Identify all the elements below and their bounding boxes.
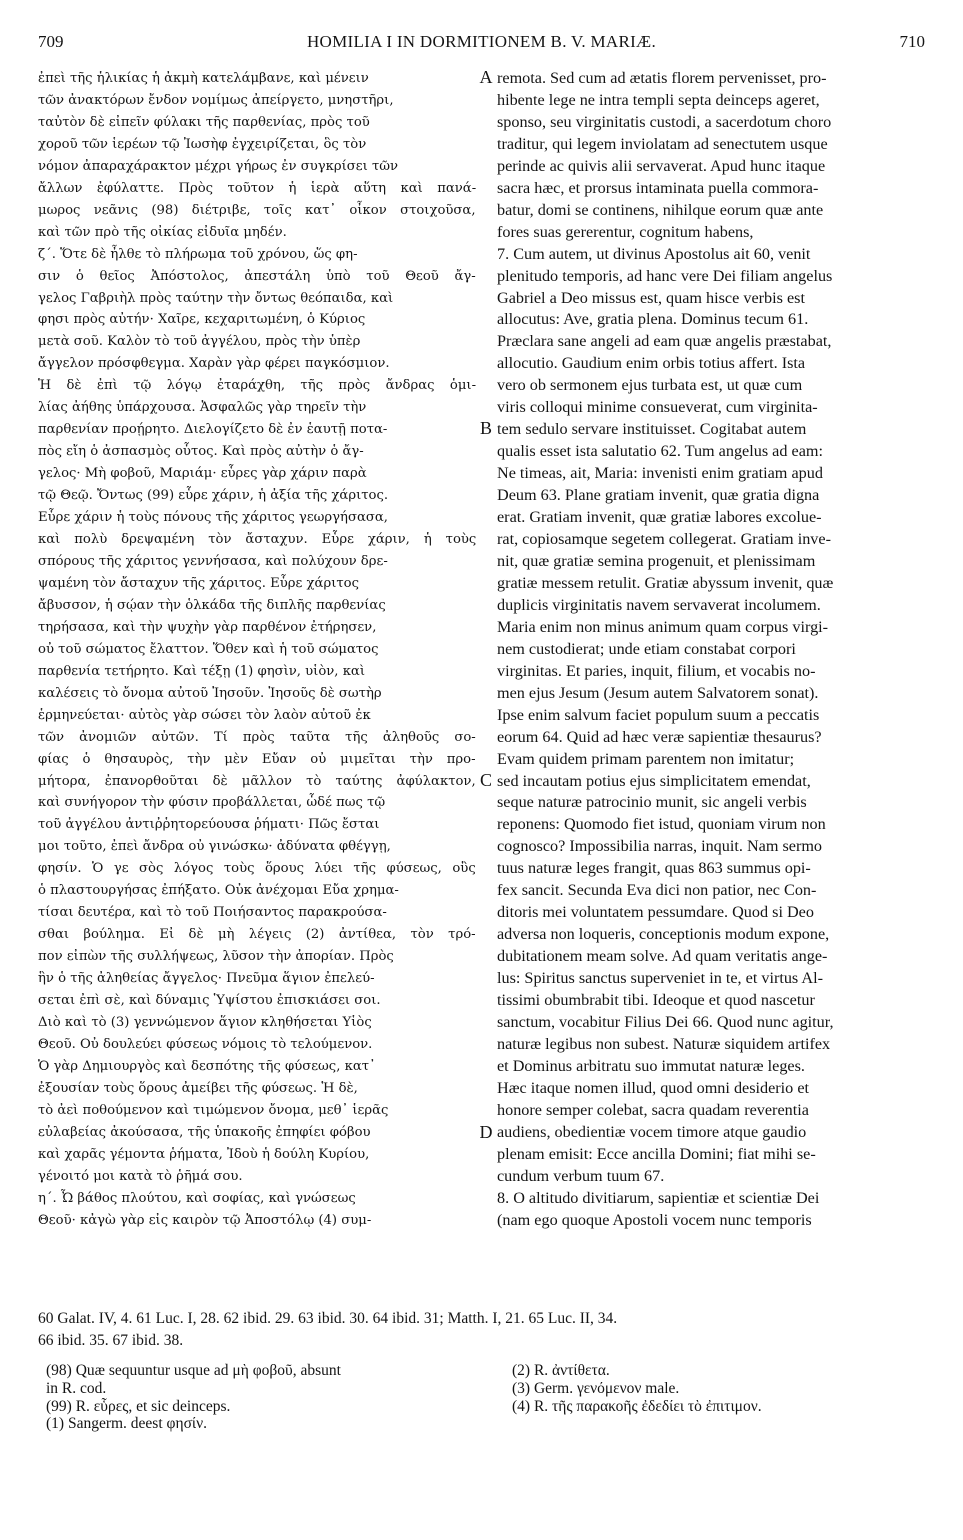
- latin-text-line: erat. Gratiam invenit, quæ gratiæ labores excolue-: [497, 508, 822, 527]
- greek-text-line: τῶν ἀνακτόρων ἔνδον νομίμως ἀπείργετο, μνηστῆρι,: [38, 92, 394, 108]
- greek-text-line: τῶν ἀνομιῶν αὐτῶν. Τί πρὸς ταῦτα τῆς ἀληθοῦς σο-: [38, 729, 476, 745]
- latin-text-line: tissimi obumbrabit tibi. Ideoque et quod nascetur: [497, 991, 815, 1010]
- margin-marker-b: B: [479, 418, 492, 438]
- latin-text-line: eorum 64. Quid ad hæc veræ sapientiæ thesaurus?: [497, 727, 822, 746]
- latin-text-line: seque naturæ patrocinio munit, sic angeli verbis: [497, 793, 807, 812]
- greek-text-line: καλέσεις τὸ ὄνομα αὐτοῦ Ἰησοῦν. Ἰησοῦς δὲ σωτὴρ: [38, 685, 382, 701]
- latin-text-line: plenitudo temporis, ad hanc vere Dei filiam angelus: [497, 266, 833, 285]
- latin-text-line: qualis esset ista salutatio 62. Tum angelus ad eam:: [497, 442, 823, 461]
- latin-text-line: tuus naturæ leges frangit, quas 863 summus opi-: [497, 859, 811, 878]
- greek-text-line: σιν ὁ θεῖος Ἀπόστολος, ἀπεστάλη ὑπὸ τοῦ Θεοῦ ἄγ-: [38, 268, 476, 284]
- latin-text-line: 8. O altitudo divitiarum, sapientiæ et scientiæ Dei: [497, 1188, 820, 1207]
- latin-text-line: et Dominus arbitratu suo immutat naturæ leges.: [497, 1056, 805, 1075]
- margin-marker-a: A: [479, 67, 493, 87]
- greek-text-line: σθαι βούλημα. Εἰ δὲ μὴ λέγεις (2) ἀντίθεα, τὸν τρό-: [38, 927, 476, 943]
- latin-text-line: sponso, seu virginitatis custodi, a sacerdotum choro: [497, 112, 832, 131]
- greek-text-line: χοροῦ τῶν ἱερέων τῷ Ἰωσὴφ ἐγχειρίζεται, ὃς τὸν: [38, 136, 367, 152]
- latin-text-line: adversa non loqueris, conceptionis modum expone,: [497, 925, 830, 944]
- running-title: HOMILIA I IN DORMITIONEM B. V. MARIÆ.: [306, 32, 657, 51]
- latin-text-line: Præclara sane angeli ad eam quæ angelis præstabat,: [497, 332, 832, 351]
- margin-marker-d: D: [479, 1122, 493, 1142]
- greek-text-line: λίας ἀήθης ὑπάρχουσα. Ἀσφαλῶς γὰρ τηρεῖν τὴν: [38, 400, 367, 416]
- critical-notes-left: [46, 1362, 486, 1433]
- greek-text-line: καὶ τῶν πρὸ τῆς οἰκίας εἰδυῖα μηδέν.: [38, 224, 287, 240]
- critical-note: (4) R. τῆς παρακοῆς ἐδεδίει τὸ ἐπιτιμον.: [512, 1397, 762, 1415]
- latin-text-line: cognosco? Impossibilia narras, inquit. Nam sermo: [497, 837, 823, 856]
- greek-text-line: φησίν. Ὁ γε σὸς λόγος τοὺς ὅρους λύει τῆς φύσεως, οὓς: [38, 861, 476, 877]
- scripture-references: [38, 1308, 933, 1352]
- latin-text-line: Ne timeas, ait, Maria: invenisti enim gratiam apud: [497, 464, 823, 483]
- greek-text-line: ζ΄. Ὅτε δὲ ἦλθε τὸ πλήρωμα τοῦ χρόνου, ὥς φη-: [38, 246, 358, 262]
- critical-note: (1) Sangerm. deest φησίν.: [46, 1415, 207, 1433]
- greek-text-line: τῷ Θεῷ. Ὄντως (99) εὗρε χάριν, ἡ ἀξία τῆς χάριτος.: [38, 488, 389, 504]
- latin-text-line: sanctum, vocabitur Filius Dei 66. Quod nunc agitur,: [497, 1012, 834, 1031]
- greek-text-line: φίας ὁ θησαυρὸς, τὴν μὲν Εὔαν οὐ μιμεῖται τὴν προ-: [38, 751, 476, 767]
- greek-text-line: ἐπεὶ τῆς ἡλικίας ἡ ἀκμὴ κατελάμβανε, καὶ μένειν: [38, 71, 369, 86]
- margin-marker-c: C: [479, 770, 492, 790]
- page-number-right: 710: [899, 32, 925, 51]
- latin-text-line: cundum verbum tuum 67.: [497, 1166, 665, 1185]
- greek-text-line: ἣν ὁ τῆς ἀληθείας ἄγγελος· Πνεῦμα ἅγιον ἐπελεύ-: [38, 971, 375, 987]
- latin-text-line: nit, quæ gratiæ semina progenuit, et plenissimam: [497, 551, 816, 570]
- latin-text-line: perinde ac quivis alii servaverat. Apud hunc itaque: [497, 156, 826, 175]
- greek-text-line: ἑρμηνεύεται· αὐτὸς γὰρ σώσει τὸν λαὸν αὐτοῦ ἐκ: [38, 707, 371, 723]
- greek-text-line: Ὁ γὰρ Δημιουργὸς καὶ δεσπότης τῆς φύσεως, κατ᾽: [38, 1058, 376, 1074]
- latin-text-line: sed incautam potius ejus simplicitatem emendat,: [497, 771, 811, 790]
- greek-text-line: Διὸ καὶ τὸ (3) γεννώμενον ἅγιον κληθήσεται Υἱὸς: [38, 1014, 372, 1030]
- greek-text-line: πον εἰπὼν τῆς συλλήψεως, λῦσον τὴν ἀπορίαν. Πρὸς: [38, 949, 394, 965]
- latin-text-line: fores suas gererentur, cognitum habens,: [497, 222, 754, 241]
- greek-text-line: γελος· Μὴ φοβοῦ, Μαριάμ· εὗρες γὰρ χάριν παρὰ: [38, 466, 367, 482]
- latin-text-line: naturæ legibus non subest. Naturæ siquidem artifex: [497, 1034, 831, 1053]
- latin-text-line: virginitas. Et paries, inquit, filium, et vocabis no-: [497, 661, 816, 680]
- latin-text-line: nem custodierat; unde etiam constabat corpori: [497, 639, 796, 658]
- latin-text-line: batur, domi se continens, nihilque eorum quæ ante: [497, 200, 824, 219]
- greek-text-line: εὐλαβείας ἀκούσασα, τῆς ὑπακοῆς ἐπηφίει φόβου: [38, 1124, 371, 1140]
- latin-text-line: allocutus: Ave, gratia plena. Dominus tecum 61.: [497, 310, 809, 329]
- greek-text-line: καὶ χαρᾶς γέμοντα ῥήματα, Ἰδοὺ ἡ δούλη Κυρίου,: [38, 1146, 370, 1162]
- latin-text-line: hibente lege ne intra templi septa deinceps ageret,: [497, 90, 820, 109]
- greek-text-line: ἄγγελον πρόσφθεγμα. Χαρὰν γὰρ φέρει παγκόσμιον.: [38, 356, 390, 372]
- latin-text-line: remota. Sed cum ad ætatis florem pervenisset, pro-: [497, 69, 827, 87]
- running-header: [38, 32, 925, 56]
- greek-text-line: μωρος νεᾶνις (98) διέτριβε, τοῖς κατ᾽ οἶκον στοιχοῦσα,: [38, 202, 476, 218]
- latin-text-line: 7. Cum autem, ut divinus Apostolus ait 60, venit: [497, 244, 811, 263]
- latin-text-line: allocutio. Gaudium enim orbis totius affert. Ista: [497, 354, 806, 373]
- greek-text-line: ἄλλων ἐφύλαττε. Πρὸς τοῦτον ἡ ἱερὰ αὕτη καὶ πανά-: [38, 180, 477, 196]
- greek-text-line: οὐ τοῦ σώματος ἔλαττον. Ὅθεν καὶ ἡ τοῦ σώματος: [38, 641, 379, 657]
- latin-text-line: ditoris mei voluntatem pessumdare. Quod si Deo: [497, 903, 814, 922]
- greek-text-line: Εὗρε χάριν ἡ τοὺς πόνους τῆς χάριτος γεωργήσασα,: [38, 510, 388, 526]
- greek-text-line: ὁ πλαστουργήσας ἐπήξατο. Οὐκ ἀνέχομαι Εὔα χρημα-: [38, 883, 399, 899]
- page-number-left: 709: [38, 32, 64, 51]
- greek-text-line: μοι τοῦτο, ἐπεὶ ἄνδρα οὐ γινώσκω· ἀδύνατα φθέγγῃ,: [38, 839, 391, 855]
- greek-text-line: Ἡ δὲ ἐπὶ τῷ λόγῳ ἐταράχθη, τῆς πρὸς ἄνδρας ὁμι-: [38, 378, 477, 394]
- greek-text-line: σεται ἐπὶ σὲ, καὶ δύναμις Ὑψίστου ἐπισκιάσει σοι.: [38, 993, 381, 1009]
- latin-text-line: Hæc itaque nomen illud, quod omni desiderio et: [497, 1078, 810, 1097]
- latin-text-line: dubitationem meam solve. Ad quam veritatis ange-: [497, 947, 828, 966]
- critical-note: in R. cod.: [46, 1379, 107, 1397]
- greek-text-line: μήτορα, ἐπανορθοῦται δὲ μᾶλλον τὸ ταύτης ἀφύλακτον,: [38, 773, 476, 789]
- latin-text-line: Evam quidem primam parentem non imitatur;: [497, 749, 795, 768]
- greek-text-line: ἄβυσσον, ἡ σῴαν τὴν ὁλκάδα τῆς διπλῆς παρθενίας: [38, 597, 386, 613]
- greek-text-line: Θεοῦ· κἀγὼ γὰρ εἰς καιρὸν τῷ Ἀποστόλῳ (4) συμ-: [38, 1212, 372, 1228]
- greek-text-line: ἐξουσίαν τοὺς ὅρους ἀμείβει τῆς φύσεως. Ἡ δὲ,: [38, 1080, 358, 1096]
- latin-text-line: plenam emisit: Ecce ancilla Domini; fiat mihi se-: [497, 1144, 816, 1163]
- greek-text-line: σπόρους τῆς χάριτος γεννήσασα, καὶ πολύχουν δρε-: [38, 553, 388, 569]
- latin-text-line: gratiæ messem retulit. Gratiæ abyssum invenit, quæ: [497, 573, 834, 592]
- latin-text-line: Maria enim non minus animum quam corpus virgi-: [497, 617, 829, 636]
- greek-text-line: ταὐτὸν δὲ εἰπεῖν φύλακι τῆς παρθενίας, πρὸς τοῦ: [38, 114, 370, 130]
- greek-text-line: παρθενία τετήρητο. Καὶ τέξῃ (1) φησὶν, υἱὸν, καὶ: [38, 663, 366, 679]
- latin-text-line: viris colloqui minime consueverat, cum virginita-: [497, 398, 818, 417]
- latin-text-line: (nam ego quoque Apostoli vocem nunc temporis: [497, 1210, 812, 1229]
- greek-text-line: Θεοῦ. Οὐ δουλεύει φύσεως νόμοις τὸ τελούμενον.: [38, 1036, 373, 1052]
- greek-text-line: καὶ συνήγορον τὴν φύσιν προβάλλεται, ὧδέ πως τῷ: [38, 795, 386, 811]
- greek-text-line: καὶ πολὺ δρεψαμένη τὸν ἄσταχυν. Εὗρε χάριν, ἡ τοὺς: [38, 532, 477, 548]
- latin-text-line: men ejus Jesum (Jesum autem Salvatorem sonat).: [497, 683, 819, 702]
- latin-text-line: lus: Spiritus sanctus superveniet in te, et virtus Al-: [497, 969, 823, 988]
- latin-text-line: Deum 63. Plane gratiam invenit, quæ gratia digna: [497, 486, 820, 505]
- latin-text-line: honore semper colebat, sacra quadam reverentia: [497, 1100, 809, 1119]
- greek-text-line: ψαμένη τὸν ἄσταχυν τῆς χάριτος. Εὗρε χάριτος: [38, 575, 359, 591]
- critical-note: (3) Germ. γενόμενον male.: [512, 1379, 680, 1397]
- critical-notes-right: [512, 1362, 932, 1415]
- latin-text-line: rat, copiosamque segetem collegerat. Gratiam inve-: [497, 530, 831, 549]
- critical-note: (99) R. εὗρες, et sic deinceps.: [46, 1397, 231, 1415]
- greek-text-line: γένοιτό μοι κατὰ τὸ ῥῆμά σου.: [38, 1168, 243, 1184]
- greek-text-line: η΄. Ὦ βάθος πλούτου, καὶ σοφίας, καὶ γνώσεως: [38, 1190, 356, 1206]
- greek-text-line: τὸ ἀεὶ ποθούμενον καὶ τιμώμενον ὄνομα, μεθ᾽ ἱερᾶς: [38, 1102, 389, 1118]
- latin-text-line: reponens: Quomodo fiet istud, quoniam virum non: [497, 815, 826, 834]
- latin-text-line: fex sancit. Secunda Eva dici non patior, nec Con-: [497, 881, 817, 900]
- latin-text-line: Ipse enim salvum faciet populum suum a peccatis: [497, 705, 820, 724]
- greek-text-line: τίσαι δευτέρα, καὶ τὸ τοῦ Ποιήσαντος παρακρούσα-: [38, 905, 387, 921]
- greek-text-line: παρθενίαν προῄρητο. Διελογίζετο δὲ ἐν ἑαυτῇ ποτα-: [38, 422, 388, 438]
- latin-text-line: vero ob sermonem ejus turbata est, ut quæ cum: [497, 376, 803, 395]
- greek-text-line: νόμον ἀπαραχάρακτον μέχρι γήρως ἐν συγκρίσει τῶν: [38, 158, 399, 174]
- latin-text-line: sacra hæc, et prorsus intaminata puella commora-: [497, 178, 819, 197]
- latin-text-line: tem sedulo servare instituisset. Cogitabat autem: [497, 420, 807, 439]
- greek-column: [38, 68, 477, 1228]
- critical-note: (98) Quæ sequuntur usque ad μὴ φοβοῦ, absunt: [46, 1362, 341, 1379]
- greek-text-line: γελος Γαβριὴλ πρὸς ταύτην τὴν ὄντως θεόπαιδα, καὶ: [38, 290, 394, 306]
- greek-text-line: μετὰ σοῦ. Καλὸν τὸ τοῦ ἀγγέλου, πρὸς τὴν ὑπὲρ: [38, 334, 361, 350]
- critical-note: (2) R. ἀντίθετα.: [512, 1362, 610, 1379]
- scripture-references-line: 60 Galat. IV, 4. 61 Luc. I, 28. 62 ibid. 29. 63 ibid. 30. 64 ibid. 31; Matth. I, 21. 65 Luc. II, 34.: [38, 1310, 618, 1327]
- latin-text-line: traditur, qui legem inviolatam ad senectutem usque: [497, 134, 828, 153]
- greek-text-line: τηρήσασα, καὶ τὴν ψυχὴν γὰρ παρθένον ἐτήρησεν,: [38, 619, 377, 635]
- greek-text-line: πὸς εἴη ὁ ἀσπασμὸς οὗτος. Καὶ πρὸς αὐτὴν ὁ ἄγ-: [38, 444, 364, 460]
- latin-column: [497, 68, 929, 1229]
- latin-text-line: audiens, obedientiæ vocem timore atque gaudio: [497, 1122, 807, 1141]
- latin-text-line: Gabriel a Deo missus est, quam hisce verbis est: [497, 288, 805, 307]
- greek-text-line: φησι πρὸς αὐτήν· Χαῖρε, κεχαριτωμένη, ὁ Κύριος: [38, 312, 366, 328]
- greek-text-line: τοῦ ἀγγέλου ἀντιῤῥητορεύουσα ῥήματι· Πῶς ἔσται: [38, 817, 380, 833]
- latin-text-line: duplicis virginitatis navem servaverat incolumem.: [497, 595, 821, 614]
- scripture-references-line: 66 ibid. 35. 67 ibid. 38.: [38, 1332, 184, 1349]
